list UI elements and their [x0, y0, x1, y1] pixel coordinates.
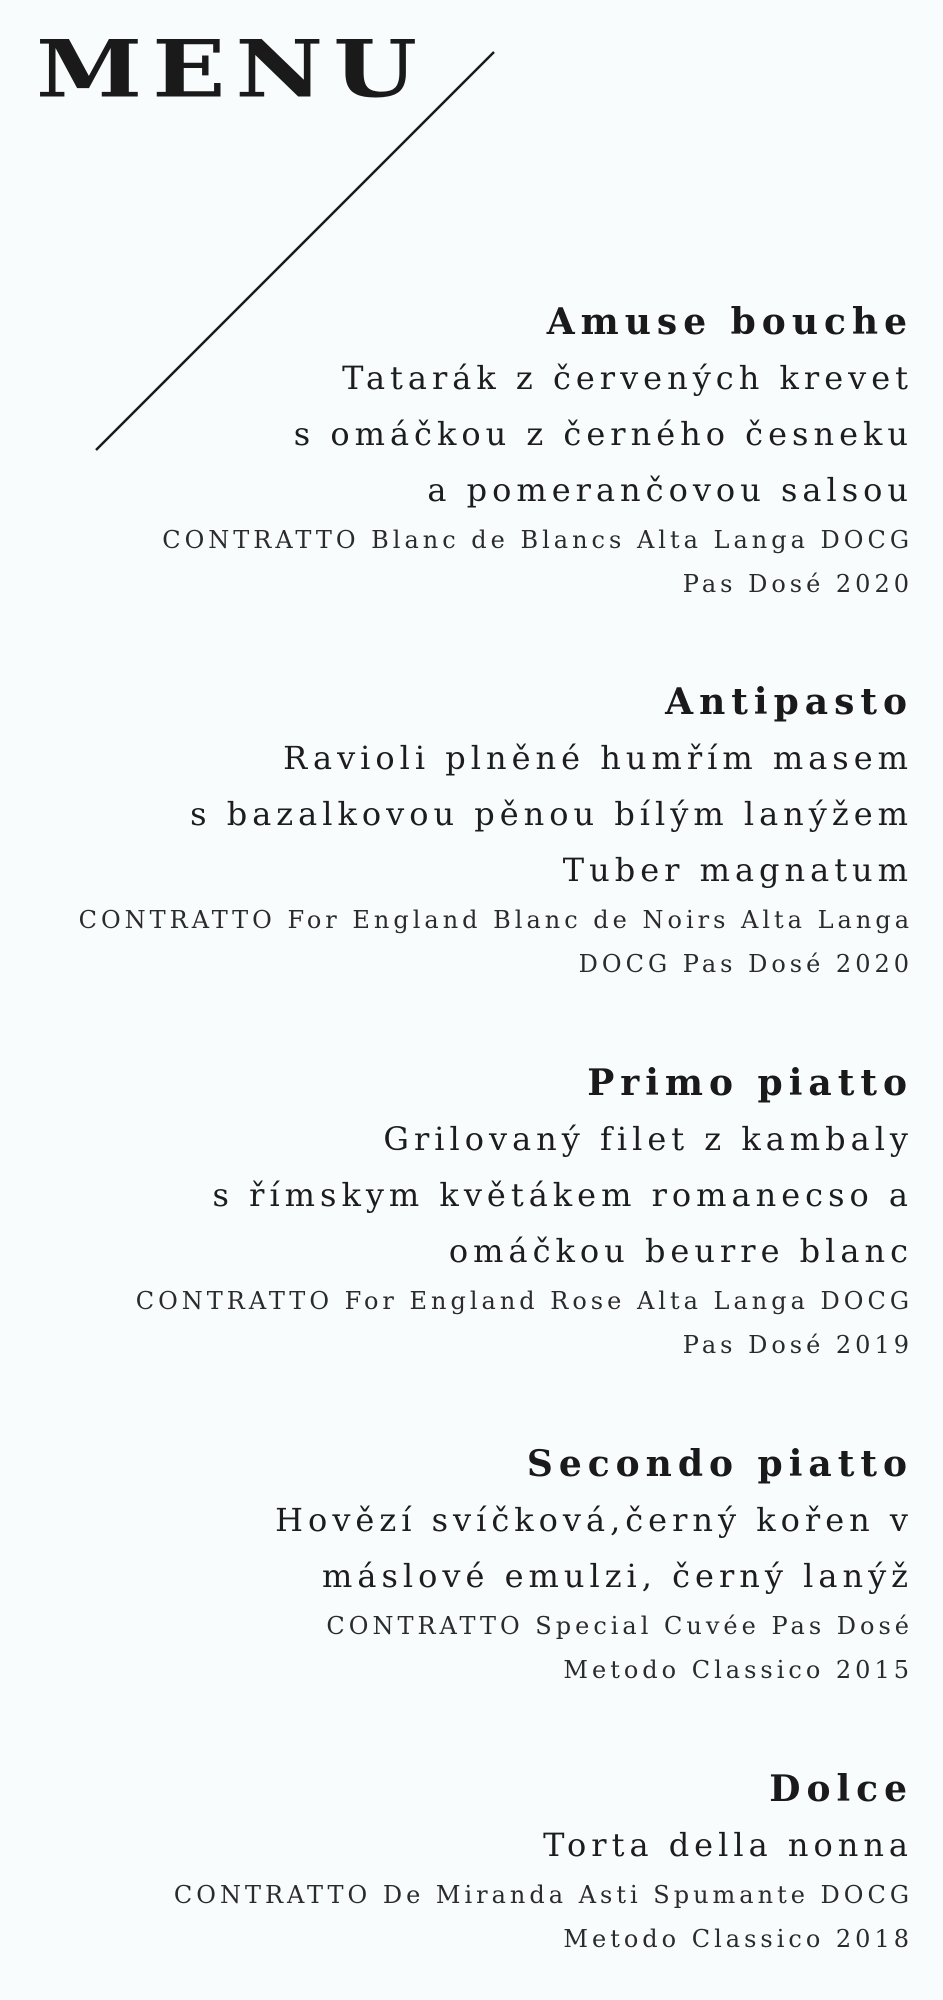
wine-line: Metodo Classico 2015	[563, 1656, 913, 1684]
dish-line: s bazalkovou pěnou bílým lanýžem	[190, 795, 913, 833]
course-heading: Antipasto	[665, 681, 913, 723]
course-heading: Primo piatto	[587, 1062, 913, 1104]
dish-line: Torta della nonna	[543, 1826, 913, 1864]
course-heading: Dolce	[769, 1768, 913, 1810]
wine-line: CONTRATTO De Miranda Asti Spumante DOCG	[173, 1881, 913, 1909]
dish-line: Grilovaný filet z kambaly	[383, 1120, 913, 1158]
dish-line: Hovězí svíčková,černý kořen v	[275, 1501, 913, 1539]
wine-line: Metodo Classico 2018	[563, 1925, 913, 1953]
dish-line: s omáčkou z černého česneku	[293, 415, 913, 453]
course-heading: Amuse bouche	[546, 301, 913, 343]
dish-line: a pomerančovou salsou	[427, 471, 913, 509]
course-antipasto	[79, 674, 913, 986]
course-heading: Secondo piatto	[526, 1443, 913, 1485]
wine-line: CONTRATTO Special Cuvée Pas Dosé	[326, 1612, 913, 1640]
wine-line: Pas Dosé 2019	[682, 1331, 913, 1359]
dish-line: Ravioli plněné humřím masem	[283, 739, 913, 777]
dish-line: Tatarák z červených krevet	[342, 359, 913, 397]
wine-line: CONTRATTO Blanc de Blancs Alta Langa DOCG	[162, 526, 913, 554]
dish-line: omáčkou beurre blanc	[448, 1232, 913, 1270]
wine-line: DOCG Pas Dosé 2020	[578, 950, 913, 978]
course-secondo-piatto	[275, 1436, 913, 1692]
wine-line: CONTRATTO For England Blanc de Noirs Alta Langa	[78, 906, 913, 934]
dish-line: máslové emulzi, černý lanýž	[322, 1557, 913, 1595]
dish-line: Tuber magnatum	[562, 851, 913, 889]
course-dolce	[174, 1761, 913, 1961]
dish-line: s římskym květákem romanecso a	[212, 1176, 913, 1214]
wine-line: CONTRATTO For England Rose Alta Langa DOCG	[135, 1287, 913, 1315]
course-amuse-bouche	[162, 294, 913, 606]
wine-line: Pas Dosé 2020	[682, 570, 913, 598]
course-primo-piatto	[136, 1055, 913, 1367]
menu-title: MENU	[36, 22, 427, 116]
